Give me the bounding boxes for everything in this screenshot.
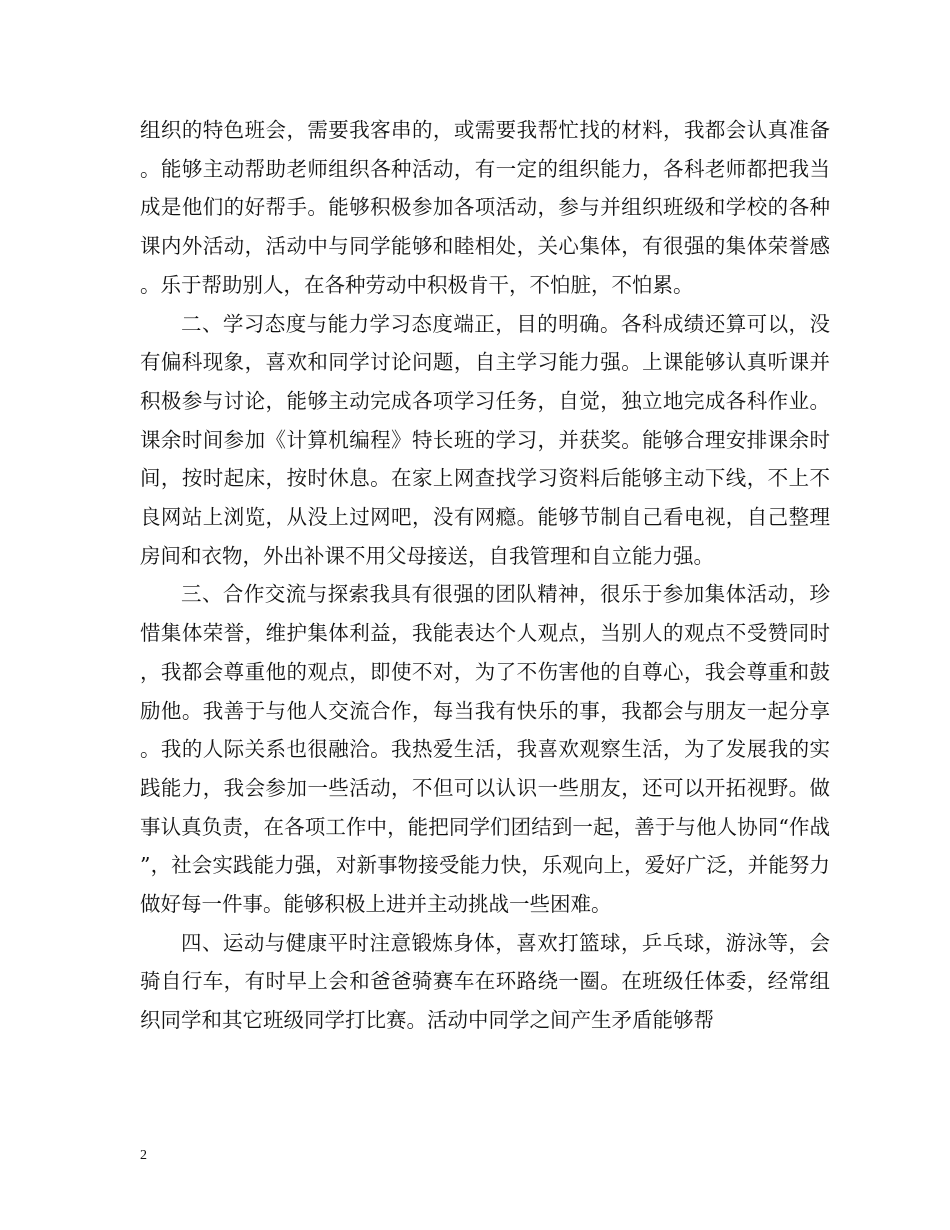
paragraph-study-attitude: 二、学习态度与能力学习态度端正，目的明确。各科成绩还算可以，没有偏科现象，喜欢和同学讨论问题，自主学习能力强。上课能够认真听课并积极参与讨论，能够主动完成各项学习任务，自觉，独立地完成各科作业。课余时间参加《计算机编程》特长班的学习，并获奖。能够合理安排课余时间，按时起床，按时休息。在家上网查找学习资料后能够主动下线，不上不良网站上浏览，从没上过网吧，没有网瘾。能够节制自己看电视，自己整理房间和衣物，外出补课不用父母接送，自我管理和自立能力强。 [140, 311, 830, 568]
paragraph-continuation: 组织的特色班会，需要我客串的，或需要我帮忙找的材料，我都会认真准备。能够主动帮助老师组织各种活动，有一定的组织能力，各科老师都把我当成是他们的好帮手。能够积极参加各项活动，参与并组织班级和学校的各种课内外活动，活动中与同学能够和睦相处，关心集体，有很强的集体荣誉感。乐于帮助别人，在各种劳动中积极肯干，不怕脏，不怕累。 [140, 118, 830, 297]
paragraph-sports-health: 四、运动与健康平时注意锻炼身体，喜欢打篮球，乒乓球，游泳等，会骑自行车，有时早上会和爸爸骑赛车在环路绕一圈。在班级任体委，经常组织同学和其它班级同学打比赛。活动中同学之间产生矛盾能够帮 [140, 930, 830, 1033]
page-number: 2 [140, 1148, 147, 1163]
body-text [140, 111, 830, 1040]
paragraph-cooperation: 三、合作交流与探索我具有很强的团队精神，很乐于参加集体活动，珍惜集体荣誉，维护集体利益，我能表达个人观点，当别人的观点不受赞同时，我都会尊重他的观点，即使不对，为了不伤害他的自尊心，我会尊重和鼓励他。我善于与他人交流合作，每当我有快乐的事，我都会与朋友一起分享。我的人际关系也很融洽。我热爱生活，我喜欢观察生活，为了发展我的实践能力，我会参加一些活动，不但可以认识一些朋友，还可以开拓视野。做事认真负责，在各项工作中，能把同学们团结到一起，善于与他人协同“作战”，社会实践能力强，对新事物接受能力快，乐观向上，爱好广泛，并能努力做好每一件事。能够积极上进并主动挑战一些困难。 [140, 582, 830, 917]
